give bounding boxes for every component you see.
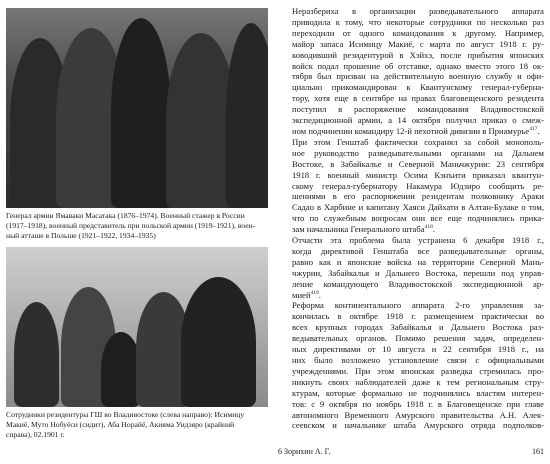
- paragraph-3: Отчасти эта проблема была устранена 6 декабря 1918 г., когда директивой Генштаба все разведывательные органы, равно как и японские войска на территории Северной Мань- чжурии, Забайкалья и Дальнего Востока, перешли под управ- ление командующего Владивостокской экспедиционной ар- мией$^{419}$.: [292, 235, 544, 300]
- photo-vladivostok-residency-staff: [6, 247, 268, 407]
- page-footer: [278, 447, 544, 456]
- footnote-ref: 418: [424, 224, 433, 231]
- photo-2-caption: Сотрудники резидентуры ГШ во Владивостоке (слева направо): Исимицу Макиё, Муто Нобуёси (сидит), Аба Норайё, Акияма Уидзяро (крайний справа), 02.1901 г.: [6, 410, 245, 440]
- photo-general-yamawaki: [6, 8, 268, 208]
- illustrations-column: [6, 8, 268, 446]
- paragraph-1: Неразбериха в организации разведывательного аппарата приводила к тому, что некоторые сотрудники по несколько раз переходили от одного командования к другому. Например, майор запаса Исимицу Макиё, с марта по август 1918 г. ру- ководивший резидентурой в Хэйхэ, после прибытия японских войск подал прошение об отставке, однако вместо этого 18 ок- тября был призван на действительную военную службу и офи- циально прикомандирован к Квантунскому генерал-губерна- тору, хотя еще в сентябре на правах благовещенского резидента поступил в распоряжение командования Владивостокской экспедиционной армии, а 14 октября получил приказ о смеж- ном подчинении командиру 12-й пехотной дивизии в Приамурье$^{417}$.: [292, 6, 544, 136]
- paragraph-2: При этом Генштаб фактически сохранял за собой монополь- ное руководство разведывательными органами на Дальнем Востоке, в Забайкалье и Северной Маньчжурии: 23 сентября 1918 г. военный министр Осима Кэнъити приказал квантун- скому генерал-губернатору Накамура Юдзиро сообщить ре- шениями в его распоряжении резидентам полковнику Араки Садао в Харбине и капитану Хаяси Дайхати в Алтан-Булаке о том, что по служебным вопросам они все еще подчинялись прика- зам начальника Генерального штаба$^{418}$.: [292, 136, 544, 235]
- footnote-ref: 417: [529, 126, 538, 133]
- page-number: 161: [532, 447, 544, 456]
- footer-signature: 6 Зорихин А. Г.: [278, 447, 331, 456]
- paragraph-4: Реформа континентального аппарата 2-го управления за- кончилась в октябре 1918 г. размещением практически во всех крупных городах Забайкалья и Дальнего Востока раз- ведывательных органов. Помимо решения задач, определен- ных директивами от 10 августа и 22 сентября 1918 г., на них было возложено установление связи с официальными учреждениями. При этом японская разведка стремилась про- никнуть своих наблюдателей даже к тем региональным стру- ктурам, которые формально не подчинялись властям интерен- тов: с 9 октября по ноябрь 1918 г. в Благовещенске при главе автономного Временного Амурского правительства А.Н. Алек- сеевском и начальнике штаба Амурского отряда подполков-: [292, 300, 544, 431]
- footnote-ref: 419: [310, 289, 319, 296]
- main-text-column: [278, 6, 544, 431]
- photo-1-caption: Генерал армии Ямаваки Масатака (1876–1974). Военный стажер в России (1917–1918), военный представитель при польской армии (1919–1921), воен- ный атташе в Польше (1921–1922, 1934–1935): [6, 211, 256, 241]
